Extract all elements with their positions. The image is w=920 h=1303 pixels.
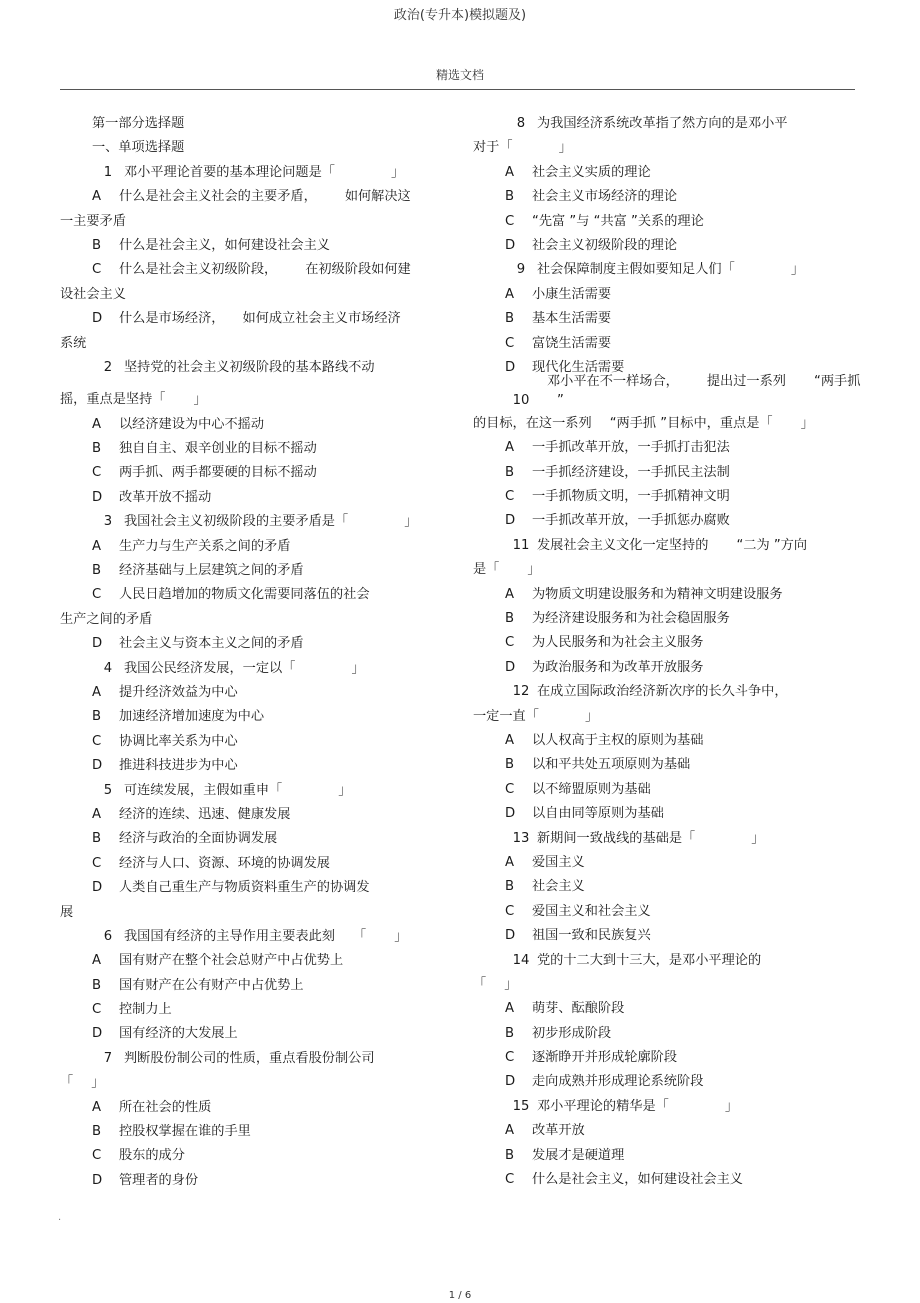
option-label: A	[505, 586, 515, 602]
subsection-title: 一、单项选择题	[92, 140, 185, 156]
option-a	[473, 729, 863, 753]
option-text: 祖国一致和民族复兴	[532, 928, 651, 944]
option-label: B	[505, 1147, 515, 1163]
option-b	[60, 559, 442, 583]
option-b	[60, 234, 442, 258]
option-a	[60, 681, 442, 705]
option-a	[473, 283, 863, 307]
option-label: C	[505, 213, 515, 229]
question-14-wrap	[473, 973, 863, 997]
question-text: 判断股份制公司的性质，重点看股份制公司	[124, 1050, 375, 1066]
option-text: 小康生活需要	[532, 286, 612, 302]
question-number: 5	[103, 782, 113, 798]
question-9	[473, 258, 863, 282]
question-text-cont: “两手抓 ”目标中，重点是「	[609, 415, 773, 431]
option-text: 现代化生活需要	[532, 359, 625, 375]
question-text: 可连续发展，主假如重申「	[124, 782, 283, 798]
option-text: 爱国主义和社会主义	[532, 903, 651, 919]
option-label: D	[505, 806, 516, 822]
option-d	[60, 486, 442, 510]
option-b	[473, 307, 863, 331]
footer-dot: .	[58, 1212, 62, 1223]
option-text: 什么是社会主义初级阶段，	[119, 262, 278, 278]
option-text: 经济基础与上层建筑之间的矛盾	[119, 563, 304, 579]
bracket-close: 」	[527, 562, 541, 578]
bracket-open: 「	[60, 1075, 74, 1091]
question-text-cont: “两手抓	[814, 373, 861, 389]
question-number: 4	[103, 660, 113, 676]
document-title: 政治(专升本)模拟题及)	[393, 8, 527, 23]
option-text: 人类自己重生产与物质资料重生产的协调发	[119, 880, 370, 896]
option-d-wrap: 展	[60, 904, 74, 920]
option-label: A	[92, 806, 102, 822]
bracket-close: 」	[391, 164, 405, 180]
question-text-cont: 摇，重点是坚持「	[60, 392, 166, 408]
option-label: D	[92, 489, 103, 505]
option-label: A	[92, 1099, 102, 1115]
question-number: 1	[103, 164, 113, 180]
question-number: 9	[516, 262, 526, 278]
option-text: 以不缔盟原则为基础	[532, 781, 651, 797]
question-text: 为我国经济系统改革指了然方向的是邓小平	[537, 116, 788, 131]
option-b	[60, 705, 442, 729]
option-text-cont: 如何解决这	[344, 189, 411, 205]
option-label: C	[505, 489, 515, 505]
option-label: C	[92, 1002, 102, 1018]
bracket-close: 」	[394, 928, 408, 944]
option-label: C	[92, 587, 102, 603]
option-label: D	[505, 237, 516, 253]
question-number: 3	[103, 514, 113, 530]
option-label: D	[505, 513, 516, 529]
option-text: 人民日趋增加的物质文化需要同落伍的社会	[119, 587, 370, 603]
option-a	[473, 997, 863, 1021]
option-text: 逐渐睁开并形成轮廓阶段	[532, 1050, 678, 1066]
option-b	[473, 461, 863, 485]
option-text: 经济与政治的全面协调发展	[119, 831, 278, 847]
option-c	[60, 998, 442, 1022]
option-text: 改革开放不摇动	[119, 489, 212, 505]
question-8	[473, 112, 863, 136]
option-c	[473, 900, 863, 924]
question-text: 我国社会主义初级阶段的主要矛盾是「	[124, 514, 349, 530]
option-label: A	[92, 953, 102, 969]
option-text-cont: 在初级阶段如何建	[305, 262, 411, 278]
option-b	[473, 1022, 863, 1046]
option-text: 独自自主、艰辛创业的目标不摇动	[119, 441, 317, 457]
option-c	[60, 461, 442, 485]
option-text-cont: 如何成立社会主义市场经济	[242, 311, 401, 327]
question-number: 15	[512, 1098, 530, 1114]
option-label: D	[505, 928, 516, 944]
option-label: B	[505, 311, 515, 327]
option-d	[473, 1070, 863, 1094]
option-text: 为人民服务和为社会主义服务	[532, 635, 704, 651]
option-label: C	[505, 1050, 515, 1066]
option-text: 国有财产在公有财产中占优势上	[119, 977, 304, 993]
option-text: 为物质文明建设服务和为精神文明建设服务	[532, 586, 783, 602]
question-text: 我国国有经济的主导作用主要表此刻	[124, 928, 335, 944]
option-label: B	[92, 441, 102, 457]
question-10-number-row	[473, 390, 863, 412]
option-label: B	[505, 757, 515, 773]
option-text: 以和平共处五项原则为基础	[532, 757, 691, 773]
option-c	[60, 1144, 442, 1168]
question-text-cont: 提出过一系列	[706, 373, 786, 389]
left-column	[60, 112, 442, 1193]
option-a	[60, 1096, 442, 1120]
option-c	[60, 852, 442, 876]
question-text: 发展社会主义文化一定坚持的	[537, 537, 709, 553]
option-text: 以经济建设为中心不摇动	[119, 416, 265, 432]
question-number: 13	[512, 830, 530, 846]
option-text: 一手抓物质文明，一手抓精神文明	[532, 489, 730, 505]
option-a	[473, 436, 863, 460]
question-11-wrap	[473, 558, 863, 582]
question-15	[473, 1095, 863, 1119]
option-text: 初步形成阶段	[532, 1025, 612, 1041]
option-c	[473, 1168, 863, 1192]
option-text: 国有财产在整个社会总财产中占优势上	[119, 953, 344, 969]
bracket-close: 」	[338, 782, 352, 798]
option-a	[473, 161, 863, 185]
bracket-close: 」	[404, 514, 418, 530]
option-text: “先富 ”与 “共富 ”关系的理论	[532, 213, 704, 229]
bracket-close: 」	[351, 660, 365, 676]
quote-mark: ”	[557, 392, 564, 408]
option-text: 控股权掌握在谁的手里	[119, 1124, 251, 1140]
option-text: 社会主义与资本主义之间的矛盾	[119, 636, 304, 652]
option-text: 协调比率关系为中心	[119, 733, 238, 749]
option-label: B	[92, 237, 102, 253]
option-c-wrap: 设社会主义	[60, 286, 126, 302]
option-text: 经济与人口、资源、环境的协调发展	[119, 855, 330, 871]
bracket-close: 」	[504, 976, 518, 992]
option-label: D	[92, 1026, 103, 1042]
bracket-open: 「	[473, 976, 487, 992]
option-label: A	[505, 286, 515, 302]
option-d	[60, 632, 442, 656]
option-text: 什么是社会主义，如何建设社会主义	[532, 1172, 743, 1188]
option-b	[473, 753, 863, 777]
option-d	[473, 356, 863, 375]
question-text: 坚持党的社会主义初级阶段的基本路线不动	[124, 359, 375, 375]
option-text: 基本生活需要	[532, 311, 612, 327]
question-3	[60, 510, 442, 534]
question-5	[60, 779, 442, 803]
option-text: 社会主义	[532, 879, 585, 895]
option-label: A	[505, 854, 515, 870]
option-label: D	[505, 1074, 516, 1090]
bracket-close: 」	[790, 262, 804, 278]
option-d	[60, 876, 442, 900]
bracket-close: 」	[193, 392, 207, 408]
question-text-cont: 对于「	[473, 140, 513, 156]
question-7	[60, 1047, 442, 1071]
option-label: C	[92, 465, 102, 481]
option-text: 经济的连续、迅速、健康发展	[119, 806, 291, 822]
bracket-close: 」	[91, 1075, 105, 1091]
option-label: B	[505, 189, 515, 205]
option-label: C	[92, 262, 102, 278]
option-d	[60, 754, 442, 778]
option-a	[60, 413, 442, 437]
option-label: C	[505, 335, 515, 351]
option-a	[60, 535, 442, 559]
question-4	[60, 657, 442, 681]
option-text: 推进科技进步为中心	[119, 758, 238, 774]
option-text: 国有经济的大发展上	[119, 1026, 238, 1042]
option-label: B	[505, 879, 515, 895]
option-b	[60, 437, 442, 461]
option-label: A	[505, 164, 515, 180]
option-label: B	[92, 563, 102, 579]
question-2	[60, 356, 442, 380]
option-b	[473, 185, 863, 209]
option-c	[60, 258, 442, 282]
question-number: 14	[512, 952, 530, 968]
option-label: D	[505, 359, 516, 375]
question-text: 党的十二大到十三大，是邓小平理论的	[537, 952, 762, 968]
option-a-wrap: 一主要矛盾	[60, 213, 126, 229]
option-text: 一手抓经济建设，一手抓民主法制	[532, 464, 730, 480]
question-number: 8	[516, 116, 526, 131]
bracket-close: 」	[800, 415, 814, 431]
option-label: D	[505, 659, 516, 675]
right-column	[473, 112, 863, 1192]
option-b	[60, 1120, 442, 1144]
option-text: 以自由同等原则为基础	[532, 806, 664, 822]
option-text: 什么是社会主义，如何建设社会主义	[119, 237, 330, 253]
question-2-wrap	[60, 388, 442, 412]
section-title: 第一部分选择题	[92, 116, 185, 131]
option-d	[473, 509, 863, 533]
option-label: A	[92, 538, 102, 554]
option-c	[473, 332, 863, 356]
question-text: 邓小平理论首要的基本理论问题是「	[124, 164, 335, 180]
option-label: C	[92, 855, 102, 871]
question-number: 2	[103, 359, 113, 375]
option-text: 社会主义市场经济的理论	[532, 189, 678, 205]
option-d	[60, 1022, 442, 1046]
question-11	[473, 534, 863, 558]
question-13	[473, 827, 863, 851]
question-text: 邓小平理论的精华是「	[537, 1098, 669, 1114]
question-10-wrap	[473, 412, 863, 436]
option-label: A	[92, 684, 102, 700]
question-7-wrap	[60, 1071, 442, 1095]
page-number: 1 / 6	[448, 1290, 472, 1301]
option-text: 所在社会的性质	[119, 1099, 212, 1115]
option-c	[473, 631, 863, 655]
option-label: D	[92, 758, 103, 774]
option-text: 发展才是硬道理	[532, 1147, 625, 1163]
option-text: 控制力上	[119, 1002, 172, 1018]
option-label: C	[505, 781, 515, 797]
question-text-cont: 一定一直「	[473, 708, 539, 724]
question-text: 社会保障制度主假如要知足人们「	[537, 262, 735, 278]
option-a	[60, 185, 442, 209]
option-text: 为政治服务和为改革开放服务	[532, 659, 704, 675]
option-c	[60, 583, 442, 607]
option-b	[60, 974, 442, 998]
option-text: 生产力与生产关系之间的矛盾	[119, 538, 291, 554]
option-a	[473, 583, 863, 607]
option-label: D	[92, 880, 103, 896]
option-text: 以人权高于主权的原则为基础	[532, 732, 704, 748]
option-label: A	[92, 189, 102, 205]
option-label: B	[505, 464, 515, 480]
option-d	[60, 1169, 442, 1193]
question-1	[60, 161, 442, 185]
option-d	[473, 234, 863, 258]
option-text: 什么是社会主义社会的主要矛盾，	[119, 189, 317, 205]
option-text: 股东的成分	[119, 1148, 185, 1164]
bracket-open: 「	[353, 928, 367, 944]
question-text: 在成立国际政治经济新次序的长久斗争中，	[537, 684, 788, 700]
option-text: 改革开放	[532, 1123, 585, 1139]
question-14	[473, 949, 863, 973]
bracket-close: 」	[751, 830, 765, 846]
option-text: 什么是市场经济，	[119, 311, 225, 327]
option-text: 爱国主义	[532, 854, 585, 870]
option-label: A	[505, 440, 515, 456]
option-c	[473, 1046, 863, 1070]
option-label: B	[92, 831, 102, 847]
option-a	[60, 949, 442, 973]
option-c	[473, 485, 863, 509]
question-number: 11	[512, 537, 530, 553]
question-text-cont: “二为 ”方向	[736, 537, 808, 553]
option-b	[60, 827, 442, 851]
option-label: A	[505, 732, 515, 748]
question-text: 新期间一致战线的基础是「	[537, 830, 696, 846]
option-label: A	[505, 1001, 515, 1017]
option-b	[473, 875, 863, 899]
option-text: 为经济建设服务和为社会稳固服务	[532, 611, 730, 627]
option-label: D	[92, 636, 103, 652]
option-d	[60, 307, 442, 331]
option-label: A	[92, 416, 102, 432]
question-12	[473, 680, 863, 704]
option-c	[60, 730, 442, 754]
option-label: C	[92, 733, 102, 749]
option-text: 社会主义初级阶段的理论	[532, 237, 678, 253]
option-label: C	[92, 1148, 102, 1164]
header-divider	[60, 89, 855, 90]
option-text: 加速经济增加速度为中心	[119, 709, 265, 725]
option-label: C	[505, 635, 515, 651]
option-text: 一手抓改革开放，一手抓惩办腐败	[532, 513, 730, 529]
option-a	[60, 803, 442, 827]
option-text: 提升经济效益为中心	[119, 684, 238, 700]
option-label: B	[505, 611, 515, 627]
option-c	[473, 778, 863, 802]
option-label: C	[505, 903, 515, 919]
option-label: B	[92, 977, 102, 993]
option-text: 一手抓改革开放，一手抓打击犯法	[532, 440, 730, 456]
question-12-wrap	[473, 705, 863, 729]
option-b	[473, 607, 863, 631]
question-6	[60, 925, 442, 949]
bracket-close: 」	[584, 708, 599, 724]
option-c	[473, 210, 863, 234]
option-c-wrap: 生产之间的矛盾	[60, 611, 153, 627]
option-label: B	[92, 1124, 102, 1140]
question-text-cont: 的目标，在这一系列	[473, 415, 592, 431]
question-text: 邓小平在不一样场合，	[547, 373, 679, 389]
option-d-wrap: 系统	[60, 335, 87, 351]
option-label: C	[505, 1172, 515, 1188]
option-b	[473, 1144, 863, 1168]
option-text: 萌芽、酝酿阶段	[532, 1001, 625, 1017]
question-text-cont: 是「	[473, 562, 500, 578]
option-a	[473, 851, 863, 875]
bracket-close: 」	[724, 1098, 739, 1114]
option-a	[473, 1119, 863, 1143]
question-number: 10	[512, 392, 530, 408]
option-d	[473, 656, 863, 680]
option-label: D	[92, 1172, 103, 1188]
option-text: 两手抓、两手都要硬的目标不摇动	[119, 465, 317, 481]
option-label: D	[92, 311, 103, 327]
option-text: 走向成熟并形成理论系统阶段	[532, 1074, 704, 1090]
question-text: 我国公民经济发展，一定以「	[124, 660, 296, 676]
option-text: 富饶生活需要	[532, 335, 612, 351]
page-header: 精选文档	[435, 68, 484, 82]
question-number: 6	[103, 928, 113, 944]
option-text: 社会主义实质的理论	[532, 164, 651, 180]
option-label: B	[92, 709, 102, 725]
question-number: 12	[512, 684, 530, 700]
option-label: A	[505, 1123, 515, 1139]
question-8-wrap	[473, 136, 863, 160]
option-text: 管理者的身份	[119, 1172, 199, 1188]
bracket-close: 」	[558, 140, 572, 156]
option-d	[473, 924, 863, 948]
option-label: B	[505, 1025, 515, 1041]
option-d	[473, 802, 863, 826]
question-number: 7	[103, 1050, 113, 1066]
